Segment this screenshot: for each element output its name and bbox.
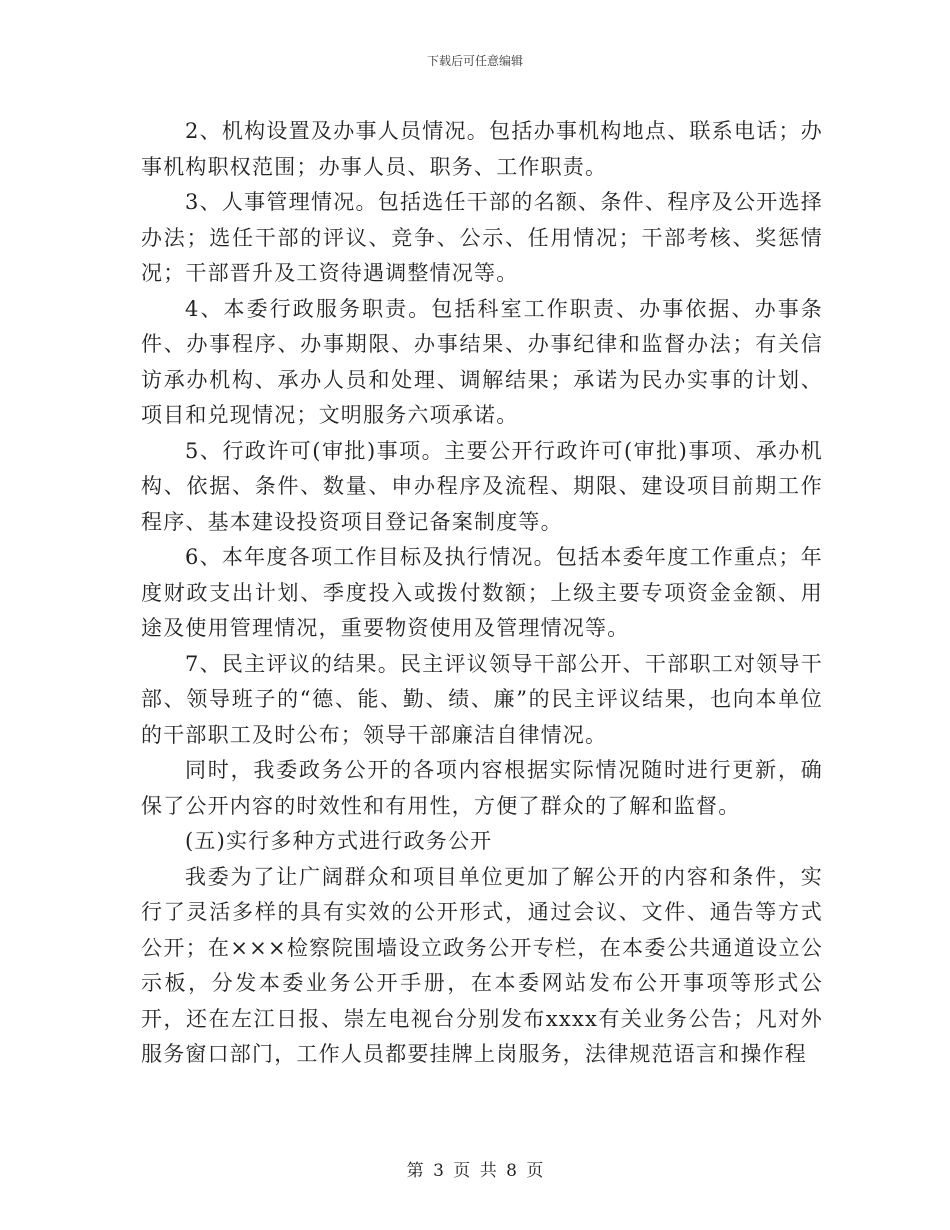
paragraph-item-7: 7、民主评议的结果。民主评议领导干部公开、干部职工对领导干部、领导班子的“德、能、勤、绩、廉”的民主评议结果，也向本单位的干部职工及时公布；领导干部廉洁自律情况。 (141, 651, 823, 747)
paragraph-item-6: 6、本年度各项工作目标及执行情况。包括本委年度工作重点；年度财政支出计划、季度投入或拨付数额；上级主要专项资金金额、用途及使用管理情况，重要物资使用及管理情况等。 (141, 545, 823, 640)
paragraph-update-note: 同时，我委政务公开的各项内容根据实际情况随时进行更新，确保了公开内容的时效性和有用性，方便了群众的了解和监督。 (141, 758, 823, 818)
document-body (141, 114, 823, 1073)
paragraph-disclosure-methods: 我委为了让广阔群众和项目单位更加了解公开的内容和条件，实行了灵活多样的具有实效的公开形式，通过会议、文件、通告等方式公开；在×××检察院围墙设立政务公开专栏，在本委公共通道设立公示板，分发本委业务公开手册，在本委网站发布公开事项等形式公开，还在左江日报、崇左电视台分别发布xxxx有关业务公告；凡对外服务窗口部门，工作人员都要挂牌上岗服务，法律规范语言和操作程 (141, 864, 823, 1066)
paragraph-item-5: 5、行政许可(审批)事项。主要公开行政许可(审批)事项、承办机构、依据、条件、数量、申办程序及流程、期限、建设项目前期工作程序、基本建设投资项目登记备案制度等。 (141, 438, 823, 534)
paragraph-item-3: 3、人事管理情况。包括选任干部的名额、条件、程序及公开选择办法；选任干部的评议、竞争、公示、任用情况；干部考核、奖惩情况；干部晋升及工资待遇调整情况等。 (141, 190, 823, 285)
paragraph-item-2: 2、机构设置及办事人员情况。包括办事机构地点、联系电话；办事机构职权范围；办事人员、职务、工作职责。 (141, 119, 823, 179)
section-heading: (五)实行多种方式进行政务公开 (185, 829, 493, 853)
page-header: 下载后可任意编辑 (426, 54, 523, 68)
paragraph-item-4: 4、本委行政服务职责。包括科室工作职责、办事依据、办事条件、办事程序、办事期限、办事结果、办事纪律和监督办法；有关信访承办机构、承办人员和处理、调解结果；承诺为民办实事的计划、项目和兑现情况；文明服务六项承诺。 (141, 296, 823, 427)
page-number: 第 3 页 共 8 页 (406, 1161, 544, 1181)
